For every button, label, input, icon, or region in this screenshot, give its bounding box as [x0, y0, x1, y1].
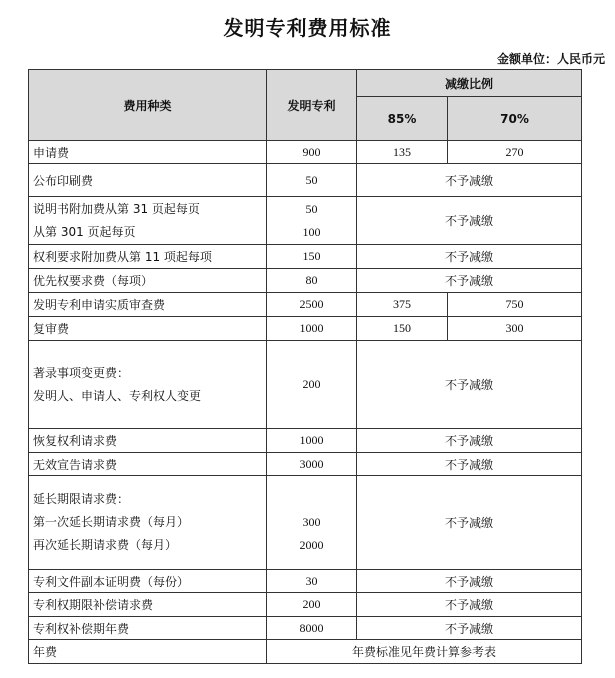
table-row — [29, 141, 582, 164]
fee-amount-cell — [267, 197, 357, 245]
fee-name-cell — [29, 476, 267, 570]
table-row — [29, 269, 582, 293]
header-reduction-ratio: 减缴比例 — [357, 70, 582, 97]
fee-amount: 80 — [267, 269, 357, 293]
table-row — [29, 293, 582, 317]
table-row — [29, 164, 582, 197]
fee-name: 无效宣告请求费 — [29, 453, 267, 476]
fee-name: 专利权补偿期年费 — [29, 617, 267, 640]
fee-amount: 900 — [267, 141, 357, 164]
no-reduction-note: 不予减缴 — [357, 617, 582, 640]
table-row — [29, 317, 582, 341]
fee-amount: 300 — [302, 515, 321, 529]
no-reduction-note: 不予减缴 — [357, 476, 582, 570]
fee-amount: 30 — [267, 570, 357, 593]
fee-amount: 2500 — [267, 293, 357, 317]
fee-name: 复审费 — [29, 317, 267, 341]
table-row — [29, 570, 582, 593]
fee-amount: 8000 — [267, 617, 357, 640]
fee-name: 权利要求附加费从第 11 项起每项 — [29, 245, 267, 269]
currency-unit-label: 金额单位：人民币元 — [496, 52, 605, 66]
table-row — [29, 453, 582, 476]
table-row — [29, 640, 582, 664]
fee-name: 再次延长期请求费（每月） — [33, 538, 178, 552]
table-row — [29, 593, 582, 617]
fee-name: 发明专利申请实质审查费 — [29, 293, 267, 317]
fee-name: 延长期限请求费： — [33, 492, 130, 506]
reduced-70: 750 — [448, 293, 582, 317]
fee-name: 优先权要求费（每项） — [29, 269, 267, 293]
no-reduction-note: 不予减缴 — [357, 197, 582, 245]
reduced-85: 135 — [357, 141, 448, 164]
no-reduction-note: 不予减缴 — [357, 269, 582, 293]
table-row — [29, 617, 582, 640]
fee-name: 从第 301 页起每页 — [33, 224, 136, 239]
reduced-70: 270 — [448, 141, 582, 164]
table-row — [29, 245, 582, 269]
fee-name: 专利文件副本证明费（每份） — [29, 570, 267, 593]
header-fee-category: 费用种类 — [29, 70, 267, 141]
header-70-percent: 70% — [448, 97, 582, 141]
fee-amount: 3000 — [267, 453, 357, 476]
annual-fee-note: 年费标准见年费计算参考表 — [267, 640, 582, 664]
no-reduction-note: 不予减缴 — [357, 570, 582, 593]
no-reduction-note: 不予减缴 — [357, 453, 582, 476]
page-title: 发明专利费用标准 — [223, 16, 392, 40]
fee-name: 专利权期限补偿请求费 — [29, 593, 267, 617]
fee-amount-cell — [267, 476, 357, 570]
fee-name: 第一次延长期请求费（每月） — [33, 515, 190, 529]
fee-amount: 150 — [267, 245, 357, 269]
table-row — [29, 429, 582, 453]
fee-table — [28, 69, 582, 664]
fee-name: 发明人、申请人、专利权人变更 — [33, 388, 202, 403]
fee-name: 公布印刷费 — [29, 164, 267, 197]
no-reduction-note: 不予减缴 — [357, 341, 582, 429]
reduced-85: 150 — [357, 317, 448, 341]
reduced-70: 300 — [448, 317, 582, 341]
header-invention-patent: 发明专利 — [267, 70, 357, 141]
no-reduction-note: 不予减缴 — [357, 429, 582, 453]
reduced-85: 375 — [357, 293, 448, 317]
table-row — [29, 341, 582, 429]
fee-name: 年费 — [29, 640, 267, 664]
fee-name: 申请费 — [29, 141, 267, 164]
fee-name: 说明书附加费从第 31 页起每页 — [33, 201, 200, 216]
fee-name: 恢复权利请求费 — [29, 429, 267, 453]
table-row — [29, 197, 582, 245]
fee-name-cell — [29, 341, 267, 429]
table-row — [29, 476, 582, 570]
fee-amount: 50 — [267, 164, 357, 197]
fee-amount: 200 — [267, 341, 357, 429]
fee-amount: 200 — [267, 593, 357, 617]
no-reduction-note: 不予减缴 — [357, 593, 582, 617]
header-85-percent: 85% — [357, 97, 448, 141]
fee-amount: 1000 — [267, 317, 357, 341]
no-reduction-note: 不予减缴 — [357, 164, 582, 197]
fee-amount: 50 — [305, 201, 318, 216]
no-reduction-note: 不予减缴 — [357, 245, 582, 269]
fee-amount: 100 — [302, 224, 321, 239]
spacer — [271, 488, 352, 511]
fee-amount: 2000 — [299, 538, 324, 552]
fee-name-cell — [29, 197, 267, 245]
fee-name: 著录事项变更费： — [33, 365, 130, 380]
fee-amount: 1000 — [267, 429, 357, 453]
